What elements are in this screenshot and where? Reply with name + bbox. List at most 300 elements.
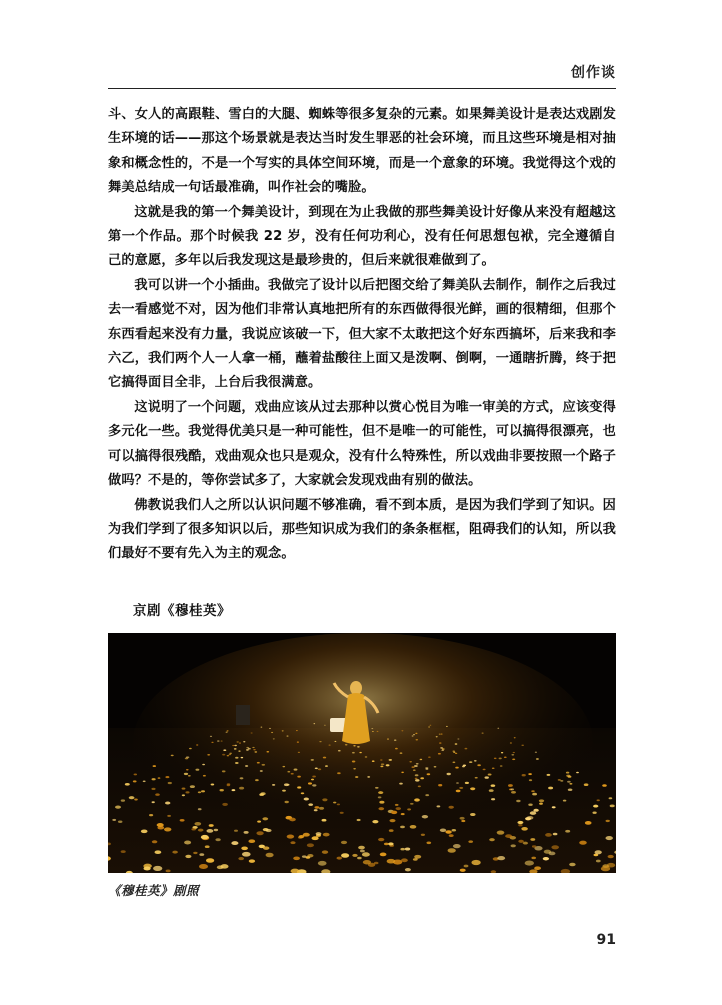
petal-shape xyxy=(418,786,421,788)
petal-shape xyxy=(401,772,404,773)
petal-shape xyxy=(334,741,336,742)
petal-shape xyxy=(532,793,537,796)
petal-shape xyxy=(234,830,238,832)
petal-shape xyxy=(360,850,365,853)
petal-shape xyxy=(531,857,536,860)
petal-shape xyxy=(236,741,239,742)
petal-shape xyxy=(510,742,512,743)
chair-shape xyxy=(236,705,250,725)
petal-shape xyxy=(372,820,378,823)
petal-shape xyxy=(298,752,300,753)
petal-shape xyxy=(297,741,299,742)
petal-shape xyxy=(285,801,289,803)
petal-shape xyxy=(420,759,423,760)
petal-shape xyxy=(569,863,576,867)
paragraph: 我可以讲一个小插曲。我做完了设计以后把图交给了舞美队去制作，制作之后我过去一看感觉不对，因为他们非常认真地把所有的东西做得很光鲜，画的很精细，但那个东西看起来没有力量，我说应该破一下，但大家不太敢把这个好东西搞坏，后来我和李六乙，我们两个人一人拿一桶，蘸着盐酸往上面又是泼啊、倒啊，一通瞎折腾，终于把它搞得面目全非，上台后我很满意。 xyxy=(108,277,616,391)
petal-shape xyxy=(284,783,289,786)
petal-shape xyxy=(389,759,392,761)
petal-shape xyxy=(388,842,394,845)
petal-shape xyxy=(253,749,256,750)
petal-shape xyxy=(294,769,298,771)
petal-shape xyxy=(441,734,443,735)
petal-shape xyxy=(260,770,263,772)
petal-shape xyxy=(516,800,520,802)
petal-shape xyxy=(363,860,371,865)
petal-shape xyxy=(533,809,538,812)
petal-shape xyxy=(302,855,306,857)
petal-shape xyxy=(241,757,244,758)
petal-shape xyxy=(297,786,301,788)
petal-shape xyxy=(312,836,319,840)
petal-shape xyxy=(308,803,313,806)
petal-shape xyxy=(222,770,226,772)
petal-shape xyxy=(521,827,528,831)
petal-shape xyxy=(328,744,330,745)
petal-shape xyxy=(184,841,191,845)
petal-shape xyxy=(544,850,551,854)
petal-shape xyxy=(289,818,296,822)
petal-shape xyxy=(597,799,600,801)
petal-shape xyxy=(201,835,209,839)
petal-shape xyxy=(469,761,472,763)
petal-shape xyxy=(452,762,455,764)
petal-shape xyxy=(201,790,205,792)
petal-shape xyxy=(459,787,463,789)
petal-shape xyxy=(141,829,148,833)
petal-shape xyxy=(251,732,253,733)
petal-shape xyxy=(592,812,596,814)
petal-shape xyxy=(203,775,206,777)
petal-shape xyxy=(395,804,399,806)
petal-shape xyxy=(222,803,228,806)
petal-shape xyxy=(379,801,384,804)
petal-shape xyxy=(460,817,465,820)
petal-shape xyxy=(205,845,210,848)
petal-shape xyxy=(297,776,301,778)
petal-shape xyxy=(497,856,505,860)
petal-shape xyxy=(415,774,419,776)
petal-shape xyxy=(153,866,162,871)
petal-shape xyxy=(558,779,561,781)
petal-shape xyxy=(143,780,146,782)
petal-shape xyxy=(199,864,208,869)
petal-shape xyxy=(185,855,191,858)
petal-shape xyxy=(211,784,215,786)
petal-shape xyxy=(513,752,515,753)
petal-shape xyxy=(186,769,189,770)
petal-shape xyxy=(223,749,226,751)
page-number: 91 xyxy=(596,932,616,948)
petal-shape xyxy=(352,854,357,857)
petal-shape xyxy=(390,819,396,822)
petal-shape xyxy=(121,799,125,801)
petal-shape xyxy=(413,734,415,735)
petal-shape xyxy=(384,843,389,846)
petal-shape xyxy=(273,738,275,739)
petal-shape xyxy=(282,730,284,731)
petal-shape xyxy=(206,829,213,833)
petal-shape xyxy=(399,783,403,785)
petal-shape xyxy=(563,800,567,802)
petal-shape xyxy=(291,773,294,775)
petal-shape xyxy=(157,823,164,827)
petal-shape xyxy=(405,847,411,850)
petal-shape xyxy=(307,843,314,847)
petal-shape xyxy=(566,775,570,777)
petal-shape xyxy=(352,761,355,763)
petal-shape xyxy=(500,765,503,767)
petal-shape xyxy=(434,766,437,768)
petal-shape xyxy=(151,788,155,790)
petal-shape xyxy=(155,850,162,854)
petal-shape xyxy=(528,773,532,775)
petal-shape xyxy=(492,767,495,769)
petal-shape xyxy=(308,782,312,784)
petal-shape xyxy=(389,829,394,832)
petal-shape xyxy=(152,778,156,780)
petal-shape xyxy=(414,855,421,859)
section-title: 京剧《穆桂英》 xyxy=(133,603,231,619)
petal-shape xyxy=(307,854,313,857)
petal-shape xyxy=(595,850,602,854)
petal-shape xyxy=(395,748,398,750)
petal-shape xyxy=(257,762,260,764)
petal-shape xyxy=(410,825,417,829)
petal-shape xyxy=(474,760,477,761)
petal-shape xyxy=(437,805,441,807)
petal-shape xyxy=(165,776,169,778)
petal-shape xyxy=(248,839,255,843)
petal-shape xyxy=(357,857,362,860)
petal-shape xyxy=(523,842,528,845)
petal-shape xyxy=(380,853,387,857)
petal-shape xyxy=(416,739,419,740)
petal-shape xyxy=(282,766,285,767)
petal-shape xyxy=(226,732,228,733)
petal-shape xyxy=(439,742,441,743)
petal-shape xyxy=(514,737,516,738)
petal-shape xyxy=(180,819,185,822)
petal-shape xyxy=(311,779,314,781)
petal-shape xyxy=(491,784,496,787)
petal-shape xyxy=(118,820,123,822)
stage-photo xyxy=(108,633,616,873)
petal-shape xyxy=(521,745,524,746)
petal-shape xyxy=(184,773,188,775)
running-header xyxy=(108,60,616,89)
petal-shape xyxy=(152,801,155,803)
petal-shape xyxy=(323,833,330,837)
petal-shape xyxy=(152,840,158,843)
petal-shape xyxy=(489,789,494,792)
petal-shape xyxy=(345,744,348,745)
petal-shape xyxy=(553,833,558,836)
petal-shape xyxy=(602,784,607,787)
petal-shape xyxy=(287,771,290,773)
petal-shape xyxy=(199,853,204,856)
petal-shape xyxy=(512,758,515,760)
petal-shape xyxy=(227,755,229,756)
petal-shape xyxy=(608,855,614,858)
petal-shape xyxy=(438,753,441,755)
petal-shape xyxy=(508,784,513,787)
petal-shape xyxy=(262,764,266,766)
petal-shape xyxy=(134,799,138,801)
petal-shape xyxy=(196,744,198,745)
petal-shape xyxy=(372,760,375,762)
petal-shape xyxy=(430,725,432,726)
petal-shape xyxy=(266,751,269,753)
petal-shape xyxy=(446,726,448,727)
petal-shape xyxy=(353,768,356,769)
petal-shape xyxy=(531,790,534,792)
petal-shape xyxy=(266,829,272,832)
petal-shape xyxy=(529,779,532,781)
paragraph: 这说明了一个问题，戏曲应该从过去那种以赏心悦目为唯一审美的方式，应该变得多元化一些。我觉得优美只是一种可能性，但不是唯一的可能性，可以搞得很漂亮，也可以搞得很残酷，戏曲观众也只是观众，没有什么特殊性，所以戏曲非要按照一个路子做吗？不是的，等你尝试多了，大家就会发现戏曲有别的做法。 xyxy=(108,399,616,489)
petal-shape xyxy=(579,841,587,845)
petal-shape xyxy=(525,861,534,866)
petal-shape xyxy=(269,728,271,729)
petal-shape xyxy=(548,787,553,790)
petal-shape xyxy=(166,870,171,873)
petal-shape xyxy=(190,785,195,788)
petal-shape xyxy=(378,838,384,841)
petal-shape xyxy=(195,769,199,771)
petal-shape xyxy=(606,820,610,822)
petal-shape xyxy=(409,761,412,762)
petal-shape xyxy=(242,852,251,857)
petal-shape xyxy=(457,738,459,739)
petal-shape xyxy=(455,767,459,769)
petal-shape xyxy=(440,747,443,749)
petal-shape xyxy=(206,858,214,863)
petal-shape xyxy=(400,848,405,851)
petal-shape xyxy=(569,783,572,785)
petal-shape xyxy=(185,757,188,759)
petal-shape xyxy=(534,866,541,870)
petal-shape xyxy=(501,752,503,753)
petal-shape xyxy=(378,791,383,794)
petal-shape xyxy=(456,782,459,784)
petal-shape xyxy=(522,774,526,776)
photo-caption: 《穆桂英》剧照 xyxy=(108,883,200,898)
petal-shape xyxy=(322,819,327,822)
petal-shape xyxy=(210,736,212,737)
petal-shape xyxy=(436,736,438,737)
petal-shape xyxy=(426,842,431,845)
petal-shape xyxy=(407,808,411,810)
petal-shape xyxy=(125,783,130,786)
petal-shape xyxy=(243,741,245,742)
petal-shape xyxy=(315,767,318,769)
petal-shape xyxy=(234,745,237,746)
petal-shape xyxy=(377,731,379,732)
stage-photo-illustration xyxy=(108,633,616,873)
petal-shape xyxy=(532,845,536,847)
petal-shape xyxy=(566,772,569,774)
petal-shape xyxy=(112,819,116,821)
petal-shape xyxy=(255,779,259,781)
petal-shape xyxy=(172,851,177,854)
petal-shape xyxy=(220,789,224,791)
petal-shape xyxy=(227,730,229,731)
petal-shape xyxy=(415,733,417,734)
petal-shape xyxy=(461,820,465,822)
petal-shape xyxy=(359,752,362,753)
petal-shape xyxy=(380,759,382,760)
petal-shape xyxy=(211,742,213,743)
petal-shape xyxy=(231,841,238,845)
petal-shape xyxy=(455,753,457,754)
petal-shape xyxy=(324,725,326,726)
petal-shape xyxy=(303,833,310,837)
petal-shape xyxy=(452,829,457,832)
petal-shape xyxy=(257,821,261,823)
petal-shape xyxy=(449,834,454,837)
petal-shape xyxy=(325,765,328,767)
petal-shape xyxy=(378,807,384,810)
petal-shape xyxy=(378,796,382,798)
petal-shape xyxy=(386,764,390,766)
petal-shape xyxy=(387,859,396,864)
petal-shape xyxy=(428,727,430,728)
petal-shape xyxy=(439,734,441,735)
petal-shape xyxy=(394,740,396,741)
petal-shape xyxy=(414,798,420,801)
petal-shape xyxy=(568,789,573,792)
petal-shape xyxy=(149,814,153,816)
petal-shape xyxy=(229,753,232,754)
petal-shape xyxy=(232,789,236,791)
header-title: 创作谈 xyxy=(571,65,616,81)
petal-shape xyxy=(272,784,275,786)
petal-shape xyxy=(355,776,358,778)
petal-shape xyxy=(607,863,615,868)
petal-shape xyxy=(282,790,286,792)
petal-shape xyxy=(215,838,220,841)
petal-shape xyxy=(312,776,316,778)
petal-shape xyxy=(380,766,383,768)
petal-shape xyxy=(606,836,613,840)
petal-shape xyxy=(465,782,469,784)
petal-shape xyxy=(504,756,507,758)
petal-shape xyxy=(441,749,444,751)
petal-shape xyxy=(244,831,249,834)
petal-shape xyxy=(165,802,170,805)
petal-shape xyxy=(337,772,341,774)
petal-shape xyxy=(428,756,431,757)
petal-shape xyxy=(483,769,486,771)
petal-shape xyxy=(470,813,476,816)
petal-shape xyxy=(420,777,424,779)
petal-shape xyxy=(405,868,411,871)
petal-shape xyxy=(287,835,294,839)
petal-shape xyxy=(191,828,196,831)
petal-shape xyxy=(381,763,384,765)
petal-shape xyxy=(290,841,295,844)
petal-shape xyxy=(525,817,531,820)
petal-shape xyxy=(584,783,589,786)
petal-shape xyxy=(543,857,549,860)
petal-shape xyxy=(193,852,197,854)
petal-shape xyxy=(153,765,156,767)
petal-shape xyxy=(304,798,309,801)
petal-shape xyxy=(234,748,237,750)
petal-shape xyxy=(296,730,298,731)
petal-shape xyxy=(340,812,344,814)
petal-shape xyxy=(221,741,223,742)
petal-shape xyxy=(262,817,268,820)
petal-shape xyxy=(227,783,231,785)
petal-shape xyxy=(155,793,160,796)
petal-shape xyxy=(167,815,171,817)
petal-shape xyxy=(314,806,319,809)
petal-shape xyxy=(129,796,135,799)
petal-shape xyxy=(357,819,361,821)
petal-shape xyxy=(425,794,429,796)
petal-shape xyxy=(352,752,355,754)
petal-shape xyxy=(259,793,264,796)
petal-shape xyxy=(319,741,321,742)
petal-shape xyxy=(401,813,405,815)
petal-shape xyxy=(456,790,461,793)
petal-shape xyxy=(517,821,523,824)
petal-shape xyxy=(427,773,431,775)
petal-shape xyxy=(464,865,469,868)
petal-shape xyxy=(372,731,374,732)
paragraph: 佛教说我们人之所以认识问题不够准确，看不到本质，是因为我们学到了知识。因为我们学到了很多知识以后，那些知识成为我们的条条框框，阻碍我们的认知，所以我们最好不要有先入为主的观念。 xyxy=(108,497,616,562)
petal-shape xyxy=(497,728,499,729)
petal-shape xyxy=(596,860,601,863)
petal-shape xyxy=(333,802,336,804)
petal-shape xyxy=(322,798,327,801)
petal-shape xyxy=(411,766,414,768)
petal-shape xyxy=(518,824,522,826)
petal-shape xyxy=(494,758,497,759)
petal-shape xyxy=(488,773,492,775)
petal-shape xyxy=(551,845,559,849)
petal-shape xyxy=(422,815,428,819)
petal-shape xyxy=(286,736,288,737)
petal-shape xyxy=(396,807,401,810)
petal-shape xyxy=(238,857,244,860)
petal-shape xyxy=(182,788,186,790)
petal-shape xyxy=(316,832,322,835)
petal-shape xyxy=(217,740,220,741)
paragraph-continued: 斗、女人的高跟鞋、雪白的大腿、蜘蛛等很多复杂的元素。如果舞美设计是表达戏剧发生环境的话——那这个场景就是表达当时发生罪恶的社会环境，而且这些环境是相对抽象和概念性的，不是一个写实的具体空间环境，而是一个意象的环境。我觉得这个戏的舞美总结成一句话最准确，叫作社会的嘴脸。 xyxy=(108,107,616,196)
petal-shape xyxy=(400,826,405,829)
petal-shape xyxy=(374,862,379,865)
petal-shape xyxy=(365,756,368,757)
petal-shape xyxy=(143,867,150,871)
petal-shape xyxy=(158,777,161,779)
petal-shape xyxy=(168,782,172,784)
petal-shape xyxy=(455,743,458,745)
petal-shape xyxy=(470,787,475,790)
petal-shape xyxy=(440,828,446,832)
petal-shape xyxy=(341,841,347,844)
petal-shape xyxy=(358,846,365,850)
petal-shape xyxy=(499,758,502,760)
petal-shape xyxy=(198,829,204,832)
petal-shape xyxy=(121,850,126,853)
petal-shape xyxy=(235,757,238,759)
petal-shape xyxy=(530,811,537,815)
petal-shape xyxy=(539,799,544,802)
petal-shape xyxy=(391,811,397,815)
petal-shape xyxy=(464,748,467,750)
petal-shape xyxy=(438,784,442,786)
